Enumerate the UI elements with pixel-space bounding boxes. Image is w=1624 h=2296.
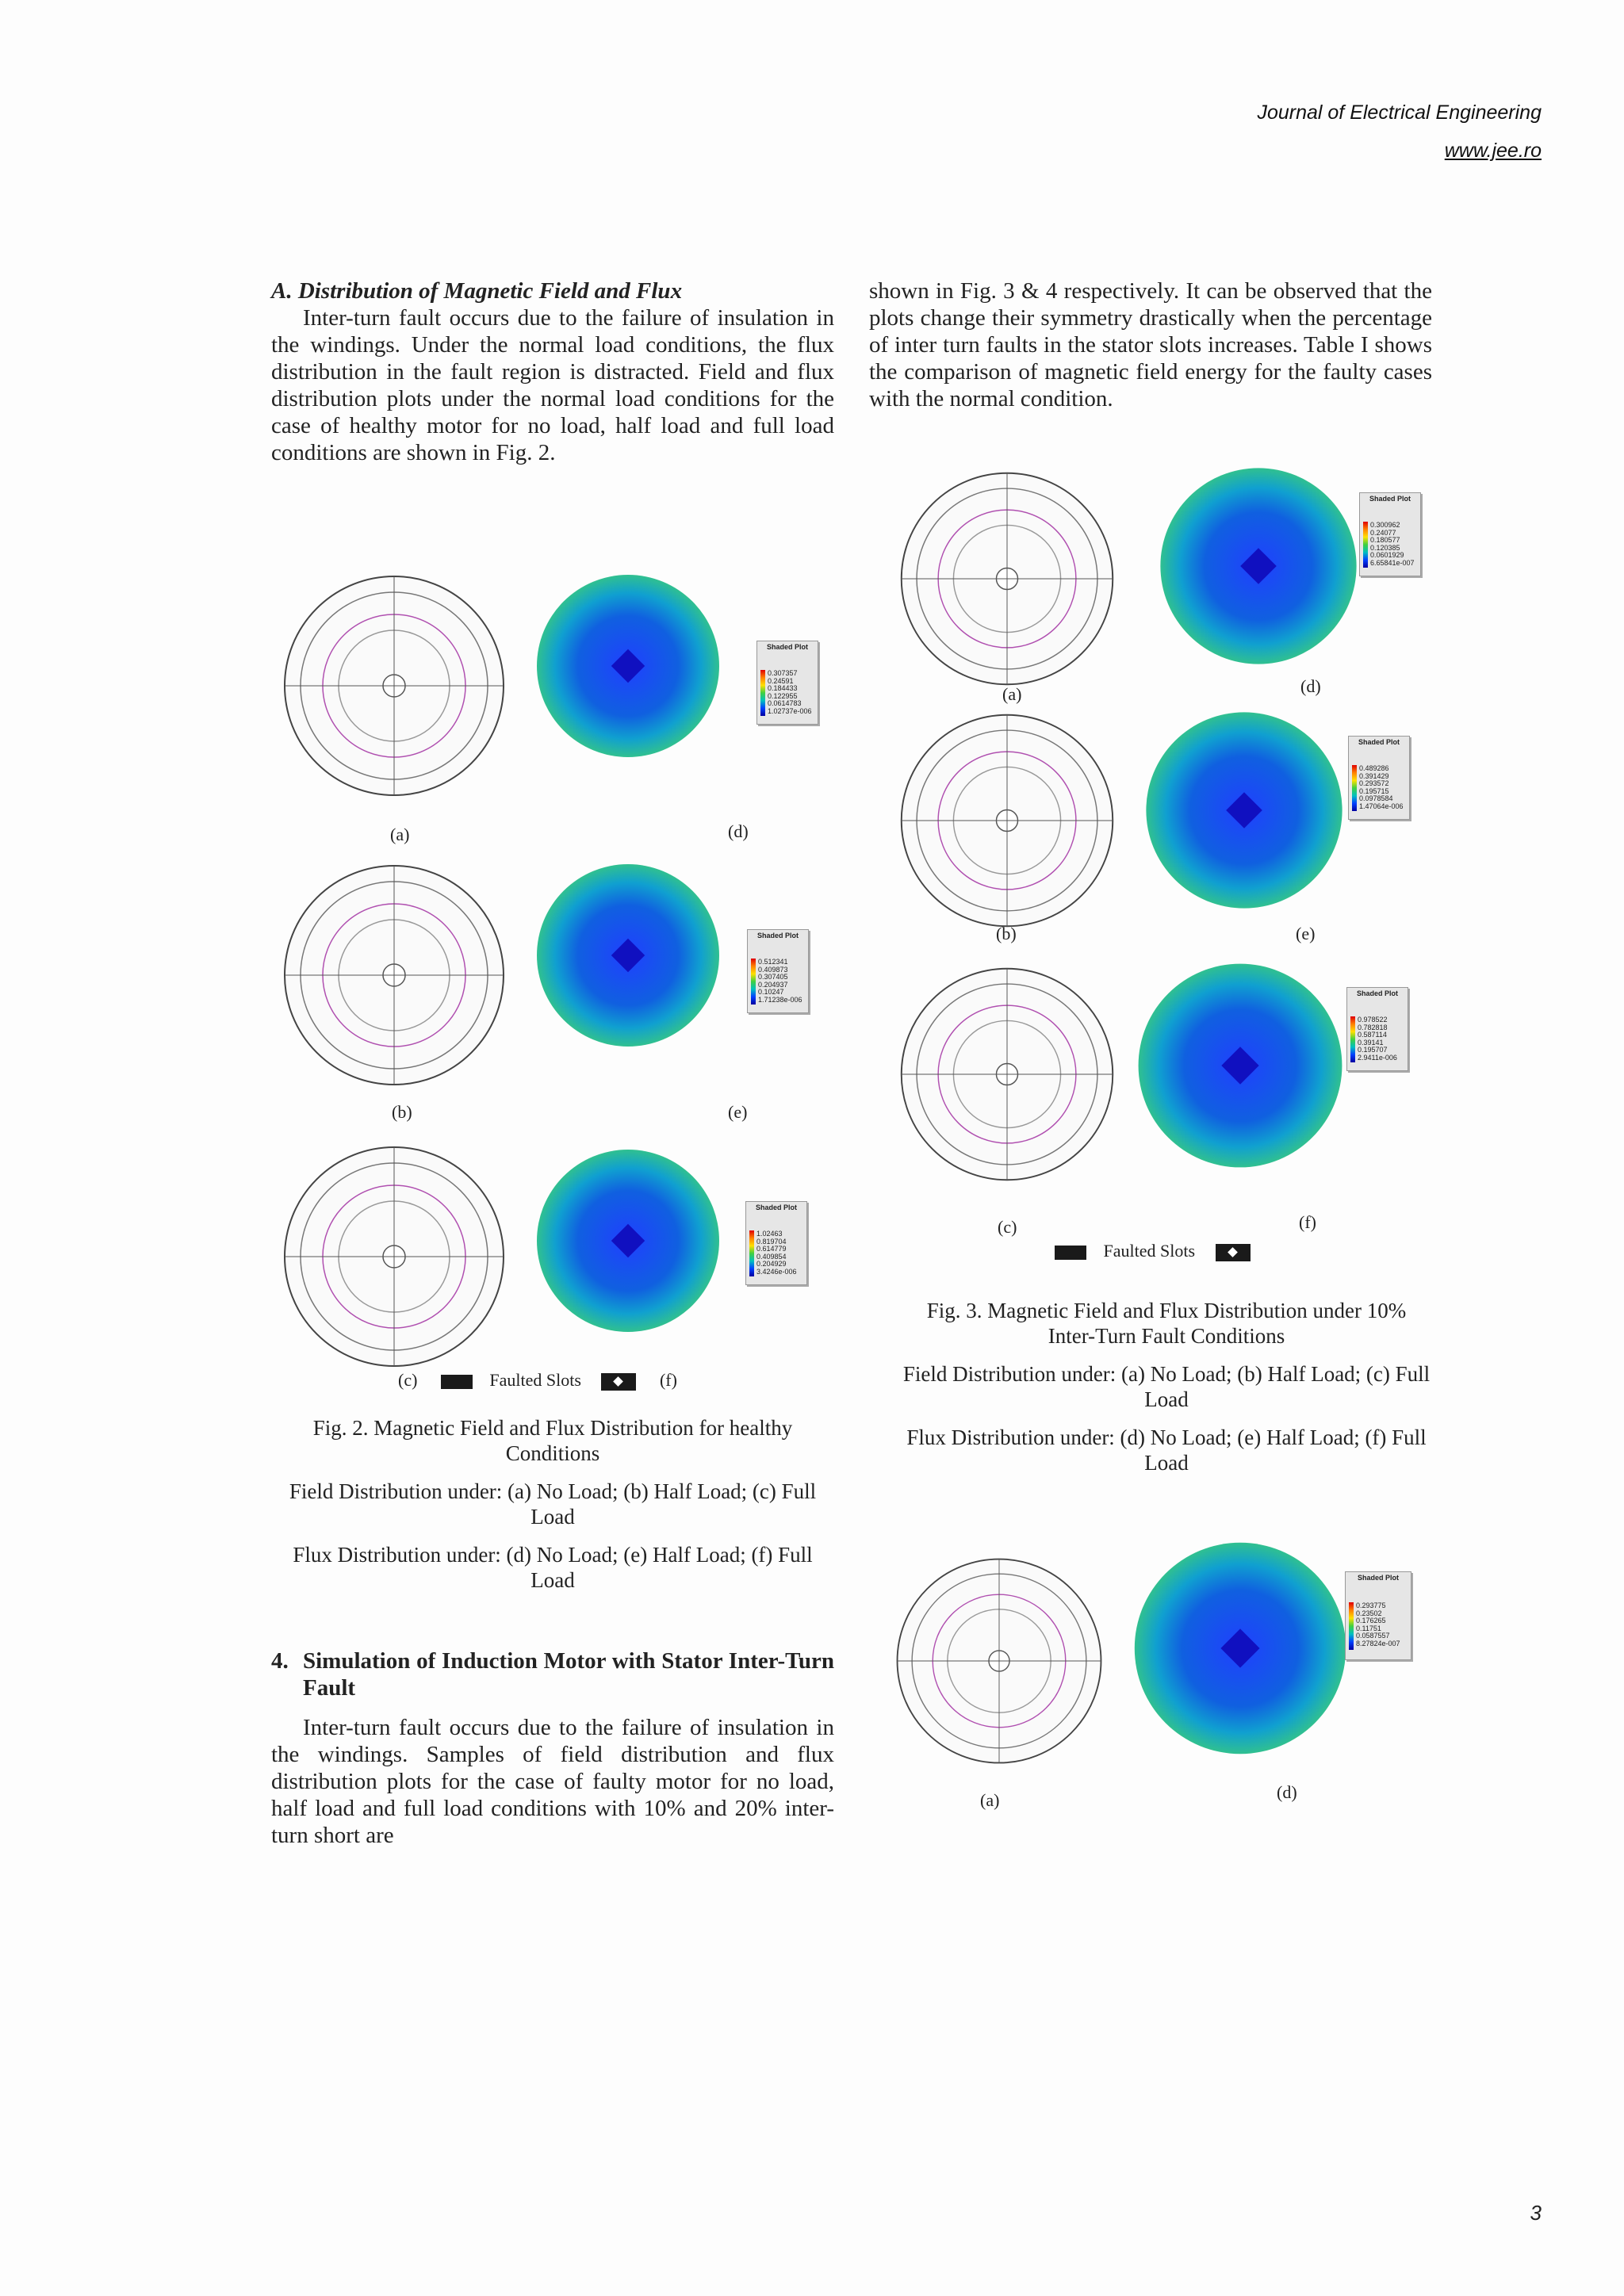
flux-plot-d bbox=[1156, 464, 1361, 668]
legend-value: 0.195707 bbox=[1358, 1046, 1388, 1054]
field-plot-c bbox=[896, 963, 1118, 1185]
label-a: (a) bbox=[1002, 684, 1022, 704]
label-b: (b) bbox=[392, 1102, 412, 1122]
fig3-caption-title: Fig. 3. Magnetic Field and Flux Distribution under 10% Inter-Turn Fault Conditions bbox=[926, 1299, 1407, 1348]
legend-values bbox=[1358, 1016, 1397, 1062]
faulted-slots-label: Faulted Slots bbox=[489, 1370, 581, 1390]
field-plot-b bbox=[896, 710, 1118, 932]
legend-value: 0.11751 bbox=[1356, 1624, 1381, 1632]
page-number: 3 bbox=[1530, 2201, 1542, 2225]
legend-value: 0.587114 bbox=[1358, 1031, 1387, 1039]
flux-plot-f bbox=[1134, 959, 1346, 1172]
legend-title: Shaded Plot bbox=[755, 1203, 797, 1211]
legend-value: 0.391429 bbox=[1359, 771, 1389, 780]
legend-fig2-f bbox=[745, 1201, 807, 1285]
legend-value: 0.819704 bbox=[756, 1237, 787, 1246]
legend-value: 0.307357 bbox=[768, 669, 798, 677]
fig2-caption-field: Field Distribution under: (a) No Load; (b) Half Load; (c) Full Load bbox=[289, 1479, 817, 1529]
legend-value: 0.195715 bbox=[1359, 786, 1389, 795]
legend-fig3-f bbox=[1346, 987, 1408, 1071]
field-plot-b bbox=[279, 860, 509, 1090]
legend-value: 0.512341 bbox=[758, 958, 788, 966]
legend-colorbar bbox=[760, 670, 765, 716]
journal-url[interactable]: www.jee.ro bbox=[1444, 140, 1542, 162]
legend-fig2-d bbox=[756, 641, 818, 725]
section-a-heading: A. Distribution of Magnetic Field and Flux bbox=[271, 278, 683, 304]
legend-title: Shaded Plot bbox=[1357, 1574, 1399, 1582]
right-paragraph: shown in Fig. 3 & 4 respectively. It can be observed that the plots change their symmetry drastically when the percentage of inter turn faults in the stator slots increases. Table I shows the comparison of magnetic field energy for the faulty cases with the normal condition. bbox=[869, 278, 1432, 411]
legend-values bbox=[1359, 765, 1404, 810]
legend-colorbar bbox=[749, 1230, 754, 1276]
fig2-caption-title: Fig. 2. Magnetic Field and Flux Distribution for healthy Conditions bbox=[312, 1416, 793, 1465]
legend-value: 0.0587557 bbox=[1356, 1632, 1390, 1640]
faulted-slot-marker-icon bbox=[1216, 1244, 1251, 1261]
legend-value: 0.24591 bbox=[768, 676, 794, 685]
legend-value: 0.24077 bbox=[1370, 528, 1396, 537]
legend-value: 3.4246e-006 bbox=[756, 1267, 797, 1276]
legend-value: 0.978522 bbox=[1358, 1016, 1388, 1024]
label-a: (a) bbox=[390, 825, 410, 844]
legend-value: 0.409854 bbox=[756, 1252, 787, 1261]
legend-value: 0.300962 bbox=[1370, 521, 1400, 529]
label-f: (f) bbox=[1299, 1212, 1316, 1232]
legend-value: 0.293775 bbox=[1356, 1601, 1386, 1609]
fig3-faulted-legend bbox=[1055, 1241, 1293, 1261]
legend-value: 1.71238e-006 bbox=[758, 995, 802, 1004]
legend-fig3-d bbox=[1359, 492, 1421, 576]
label-e: (e) bbox=[728, 1102, 748, 1122]
label-d: (d) bbox=[1277, 1782, 1297, 1802]
field-plot-a bbox=[279, 571, 509, 801]
legend-value: 0.204937 bbox=[758, 980, 788, 989]
legend-value: 0.23502 bbox=[1356, 1609, 1382, 1617]
legend-title: Shaded Plot bbox=[1356, 989, 1398, 997]
legend-value: 0.0978584 bbox=[1359, 794, 1393, 802]
section-4-number: 4. bbox=[271, 1648, 289, 1674]
field-plot-c bbox=[279, 1142, 509, 1372]
legend-value: 0.120385 bbox=[1370, 543, 1400, 552]
legend-title: Shaded Plot bbox=[756, 932, 799, 939]
field-plot-a bbox=[896, 468, 1118, 690]
legend-value: 0.293572 bbox=[1359, 779, 1389, 787]
legend-value: 0.176265 bbox=[1356, 1617, 1386, 1624]
legend-values bbox=[1356, 1602, 1400, 1647]
figure-3-captions bbox=[893, 1298, 1440, 1475]
section-a-paragraph: Inter-turn fault occurs due to the failure of insulation in the windings. Under the normal load conditions, the flux distribution in the fault region is distracted. Field and flux distribution plots under the normal load conditions for the case of healthy motor for no load, half load and full load conditions are shown in Fig. 2. bbox=[271, 305, 834, 465]
legend-value: 0.184433 bbox=[768, 684, 798, 692]
legend-value: 0.0614783 bbox=[768, 699, 802, 707]
legend-values bbox=[1370, 522, 1415, 567]
legend-value: 0.39141 bbox=[1358, 1038, 1384, 1047]
legend-value: 0.204929 bbox=[756, 1260, 787, 1268]
faulted-slot-symbol bbox=[441, 1375, 473, 1389]
label-c: (c) bbox=[398, 1370, 418, 1390]
label-d: (d) bbox=[728, 821, 749, 841]
section-4-heading bbox=[271, 1647, 834, 1701]
legend-value: 2.9411e-006 bbox=[1358, 1053, 1397, 1062]
left-column bbox=[271, 277, 834, 466]
figure-4-partial bbox=[888, 1538, 1443, 1823]
legend-title: Shaded Plot bbox=[1369, 495, 1411, 503]
flux-plot-f bbox=[533, 1146, 723, 1336]
flux-plot-d bbox=[533, 571, 723, 761]
figure-3 bbox=[888, 464, 1443, 1261]
legend-fig2-e bbox=[747, 929, 809, 1013]
legend-value: 0.0601929 bbox=[1370, 551, 1404, 559]
legend-value: 0.122955 bbox=[768, 691, 798, 700]
legend-value: 0.489286 bbox=[1359, 764, 1389, 772]
fig3-caption-flux: Flux Distribution under: (d) No Load; (e) Half Load; (f) Full Load bbox=[906, 1425, 1427, 1475]
fig2-caption-flux: Flux Distribution under: (d) No Load; (e) Half Load; (f) Full Load bbox=[293, 1543, 813, 1592]
legend-value: 0.409873 bbox=[758, 965, 788, 974]
legend-value: 0.782818 bbox=[1358, 1023, 1388, 1031]
legend-colorbar bbox=[1350, 1016, 1355, 1062]
legend-value: 1.02737e-006 bbox=[768, 706, 812, 715]
legend-values bbox=[768, 670, 812, 715]
legend-fig4-d bbox=[1345, 1571, 1411, 1660]
legend-title: Shaded Plot bbox=[766, 643, 808, 651]
legend-title: Shaded Plot bbox=[1358, 738, 1400, 746]
legend-fig3-e bbox=[1348, 736, 1410, 820]
legend-colorbar bbox=[1363, 522, 1368, 568]
section-4-paragraph: Inter-turn fault occurs due to the failure of insulation in the windings. Samples of field distribution and flux distribution plots for the case of faulty motor for no load, half load and full load conditions with 10% and 20% inter-turn short are bbox=[271, 1715, 834, 1848]
legend-value: 0.614779 bbox=[756, 1245, 787, 1253]
section-4-title: Simulation of Induction Motor with Stator Inter-Turn Fault bbox=[303, 1648, 834, 1701]
journal-title: Journal of Electrical Engineering bbox=[1257, 101, 1542, 124]
legend-colorbar bbox=[751, 959, 756, 1004]
figure-2 bbox=[271, 555, 834, 1395]
flux-plot-d bbox=[1130, 1538, 1350, 1758]
legend-value: 0.307405 bbox=[758, 973, 788, 981]
legend-value: 1.02463 bbox=[756, 1230, 783, 1238]
label-b: (b) bbox=[996, 924, 1017, 943]
field-plot-a bbox=[892, 1554, 1106, 1768]
legend-value: 1.47064e-006 bbox=[1359, 802, 1404, 810]
legend-value: 0.180577 bbox=[1370, 536, 1400, 544]
flux-plot-e bbox=[533, 860, 723, 1050]
faulted-slot-marker-icon bbox=[601, 1373, 636, 1391]
legend-value: 6.65841e-007 bbox=[1370, 558, 1415, 567]
legend-colorbar bbox=[1349, 1602, 1354, 1650]
fig2-faulted-legend bbox=[398, 1370, 731, 1391]
fig3-caption-field: Field Distribution under: (a) No Load; (b) Half Load; (c) Full Load bbox=[902, 1362, 1431, 1411]
label-c: (c) bbox=[998, 1217, 1017, 1237]
flux-plot-e bbox=[1142, 708, 1346, 913]
legend-values bbox=[758, 959, 802, 1004]
legend-value: 8.27824e-007 bbox=[1356, 1639, 1400, 1647]
legend-value: 0.10247 bbox=[758, 988, 784, 996]
label-f: (f) bbox=[659, 1370, 677, 1390]
faulted-slot-symbol bbox=[1055, 1246, 1086, 1260]
figure-2-captions bbox=[271, 1415, 834, 1593]
label-d: (d) bbox=[1300, 676, 1321, 696]
section-4 bbox=[271, 1647, 834, 1849]
legend-values bbox=[756, 1230, 797, 1276]
right-column bbox=[869, 277, 1432, 412]
label-a: (a) bbox=[980, 1790, 1000, 1810]
label-e: (e) bbox=[1296, 924, 1316, 943]
faulted-slots-label: Faulted Slots bbox=[1103, 1241, 1196, 1261]
legend-colorbar bbox=[1352, 765, 1357, 811]
